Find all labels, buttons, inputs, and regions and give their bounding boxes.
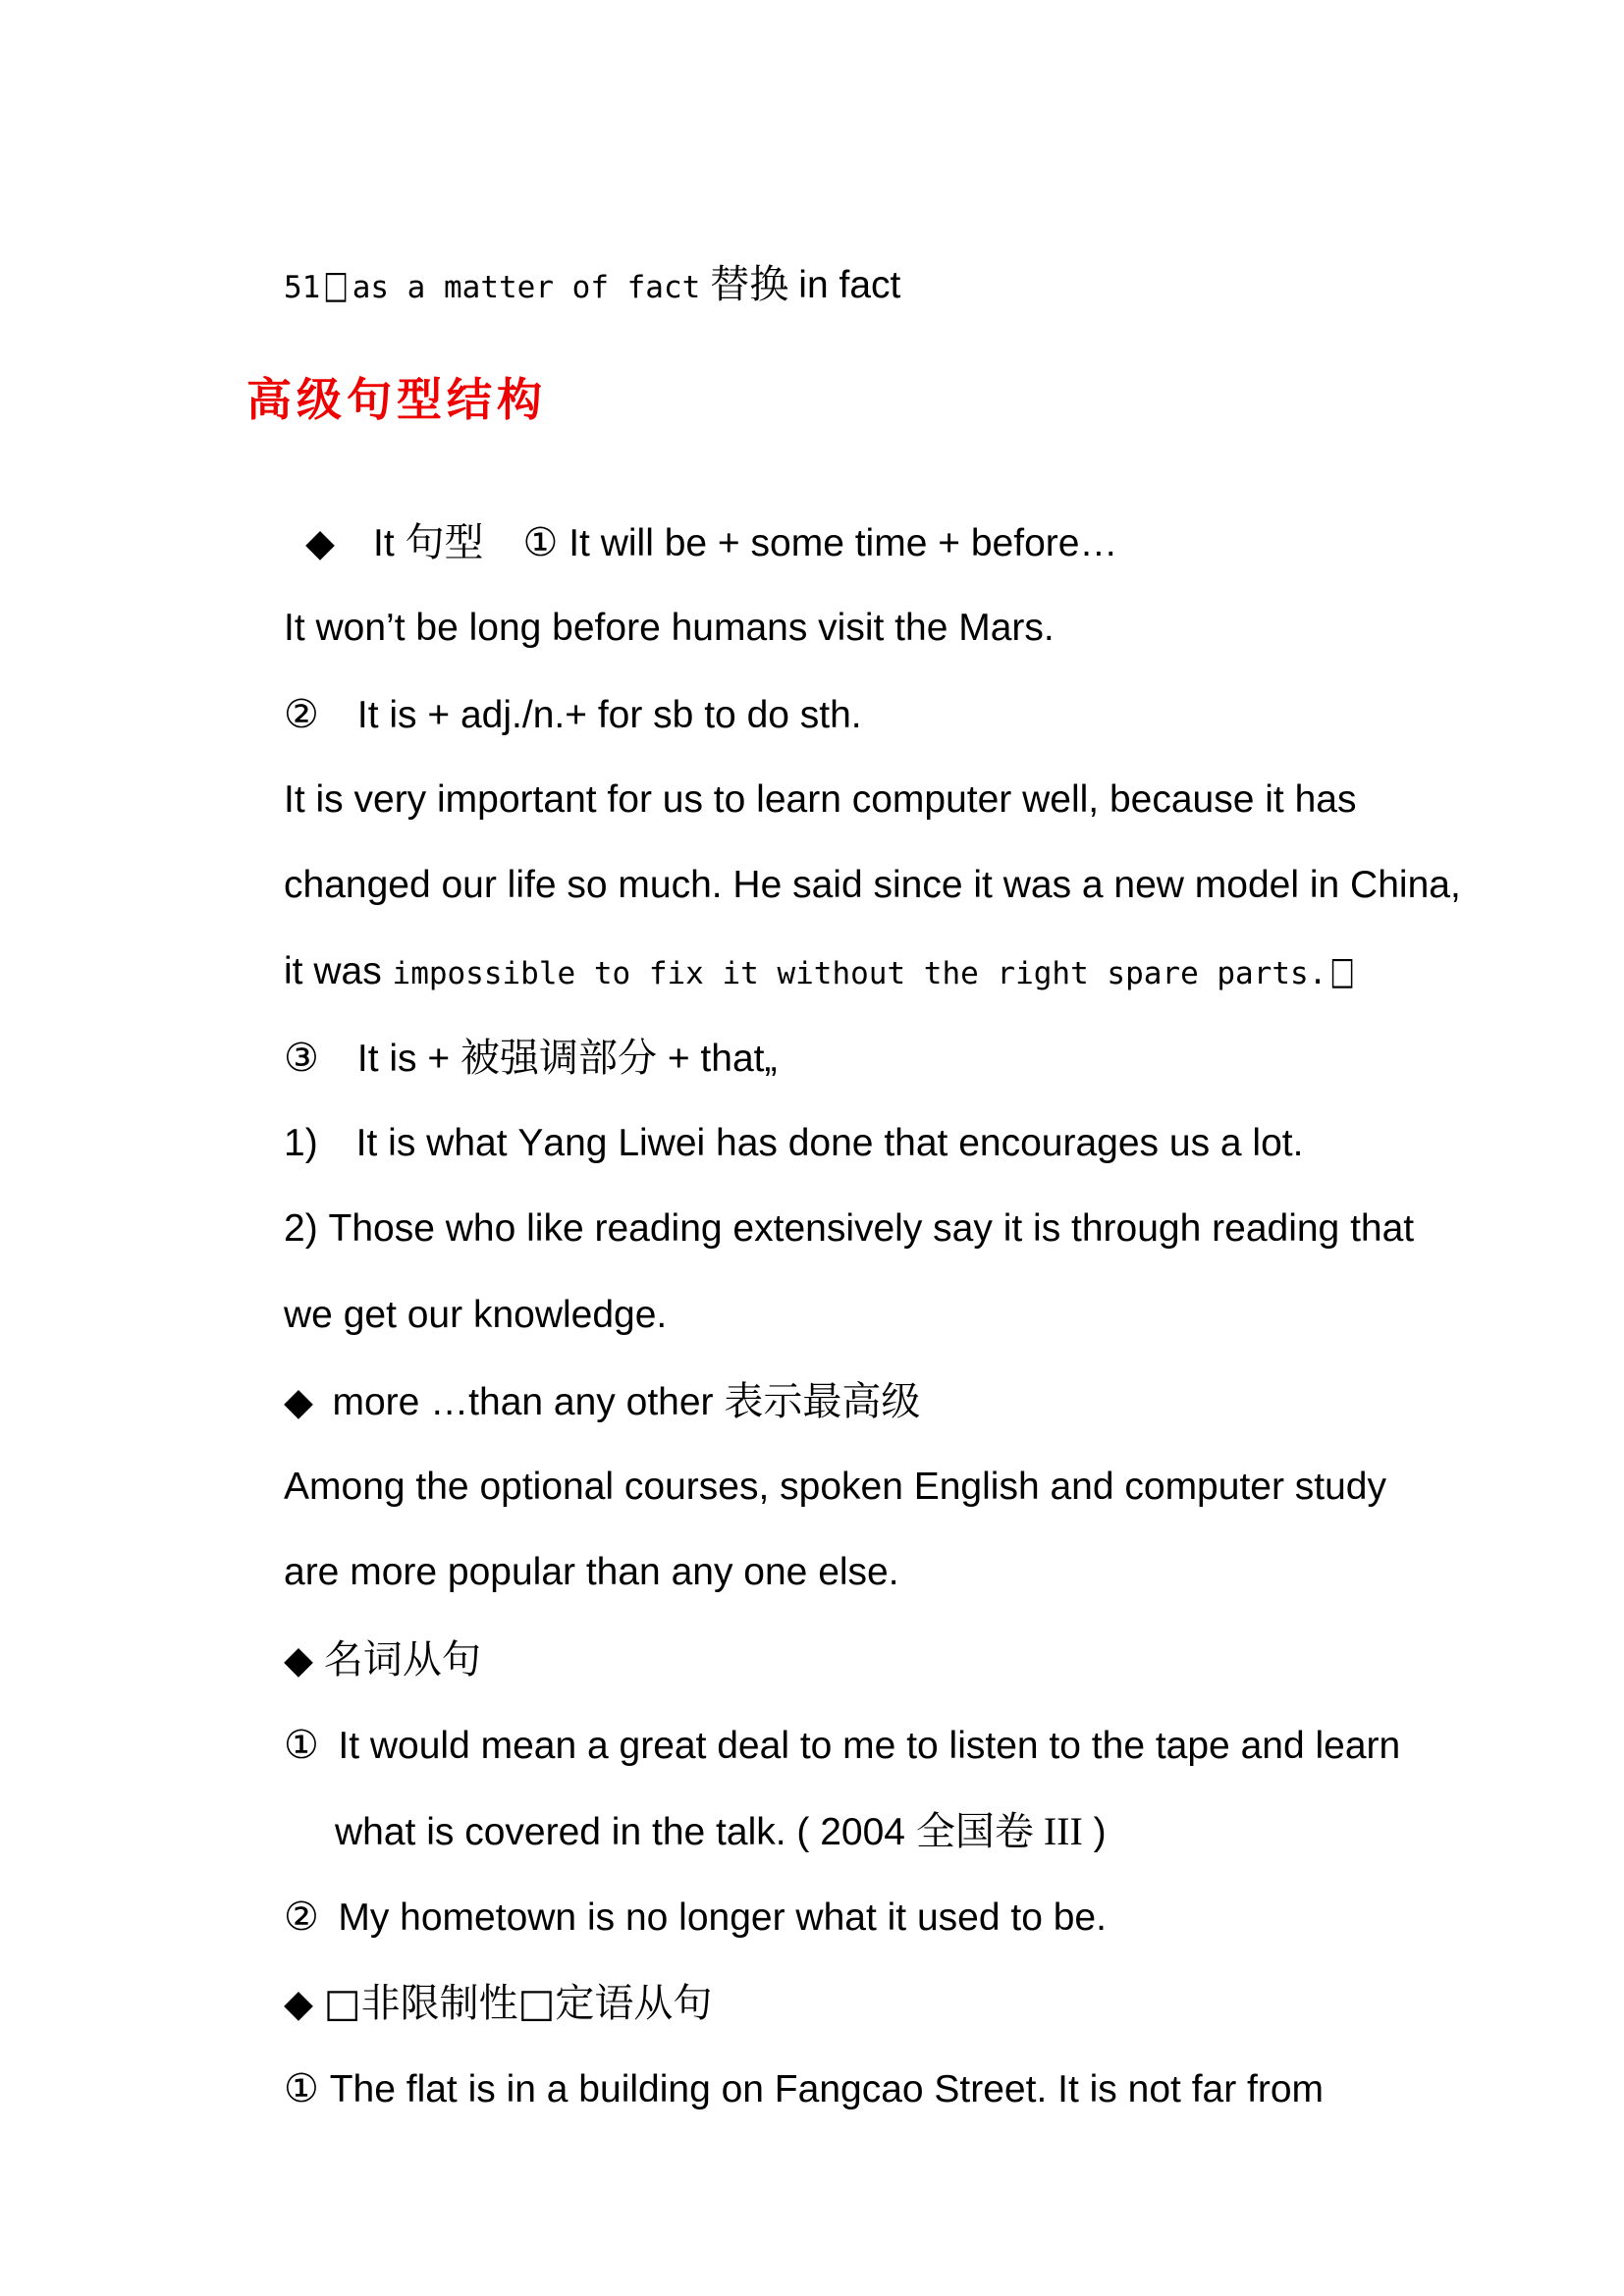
text-run: changed our life so much. He said since it was a new model in China,	[284, 864, 1461, 907]
text-run: It would mean a great deal to me to listen to the tape and learn	[318, 1725, 1401, 1768]
missing-glyph-box: □	[323, 262, 350, 308]
text-run: 句型 ①	[405, 520, 559, 565]
text-run: It is very important for us to learn computer well, because it has	[284, 778, 1357, 822]
text-run: My hometown is no longer what it used to be.	[318, 1896, 1107, 1940]
text-run: it was	[284, 950, 393, 993]
circled-number: ①	[284, 2066, 319, 2111]
text-run: 替换	[700, 262, 799, 307]
text-run: It is +	[318, 1038, 460, 1081]
circled-number: ②	[284, 1895, 319, 1940]
text-run: 1) It is what Yang Liwei has done that encourages us a lot.	[284, 1122, 1304, 1165]
text-run: 表示最高级	[724, 1379, 921, 1424]
text-run: are more popular than any one else.	[284, 1551, 899, 1594]
text-run: 被强调部分	[460, 1036, 657, 1081]
text-run: Among the optional courses, spoken English and computer study	[284, 1466, 1387, 1509]
bullet-and-text-run: ◆ It	[305, 522, 406, 565]
text-run: It is + adj./n.+ for sb to do sth.	[318, 694, 862, 737]
bullet-and-text-run: ◆ more …than any other	[284, 1381, 725, 1424]
bullet-icon: ◆	[284, 1983, 324, 2026]
text-run: we get our knowledge.	[284, 1294, 668, 1337]
section-heading: 高级句型结构	[246, 375, 547, 425]
text-run: 全国卷 III	[915, 1809, 1083, 1854]
missing-glyph-box: □	[517, 1981, 556, 2027]
text-line	[245, 2020, 1324, 2158]
text-line	[245, 216, 900, 353]
missing-glyph-box: □	[1329, 948, 1356, 994]
text-run: 非限制性	[360, 1981, 518, 2026]
text-run: what is covered in the talk. ( 2004	[335, 1811, 916, 1854]
text-run: 51	[284, 270, 321, 306]
text-run: The flat is in a building on Fangcao Street. It is not far from	[318, 2068, 1325, 2111]
text-run: as a matter of fact	[352, 270, 701, 306]
circled-number: ②	[284, 692, 319, 737]
text-run: impossible to fix it without the right spare parts.	[392, 956, 1327, 992]
circled-number: ③	[284, 1036, 319, 1081]
text-run: 名词从句	[323, 1637, 481, 1682]
text-run: in fact	[798, 264, 901, 307]
text-run: It will be + some time + before…	[558, 522, 1118, 565]
text-run: + that„	[656, 1038, 778, 1081]
text-run: )	[1082, 1811, 1107, 1854]
missing-glyph-box: □	[323, 1981, 361, 2027]
text-run: It won’t be long before humans visit the Mars.	[284, 607, 1055, 650]
bullet-icon: ◆	[284, 1639, 324, 1682]
text-run: 2) Those who like reading extensively say it is through reading that	[284, 1207, 1415, 1251]
circled-number: ①	[284, 1723, 319, 1768]
text-run: 定语从句	[555, 1981, 713, 2026]
